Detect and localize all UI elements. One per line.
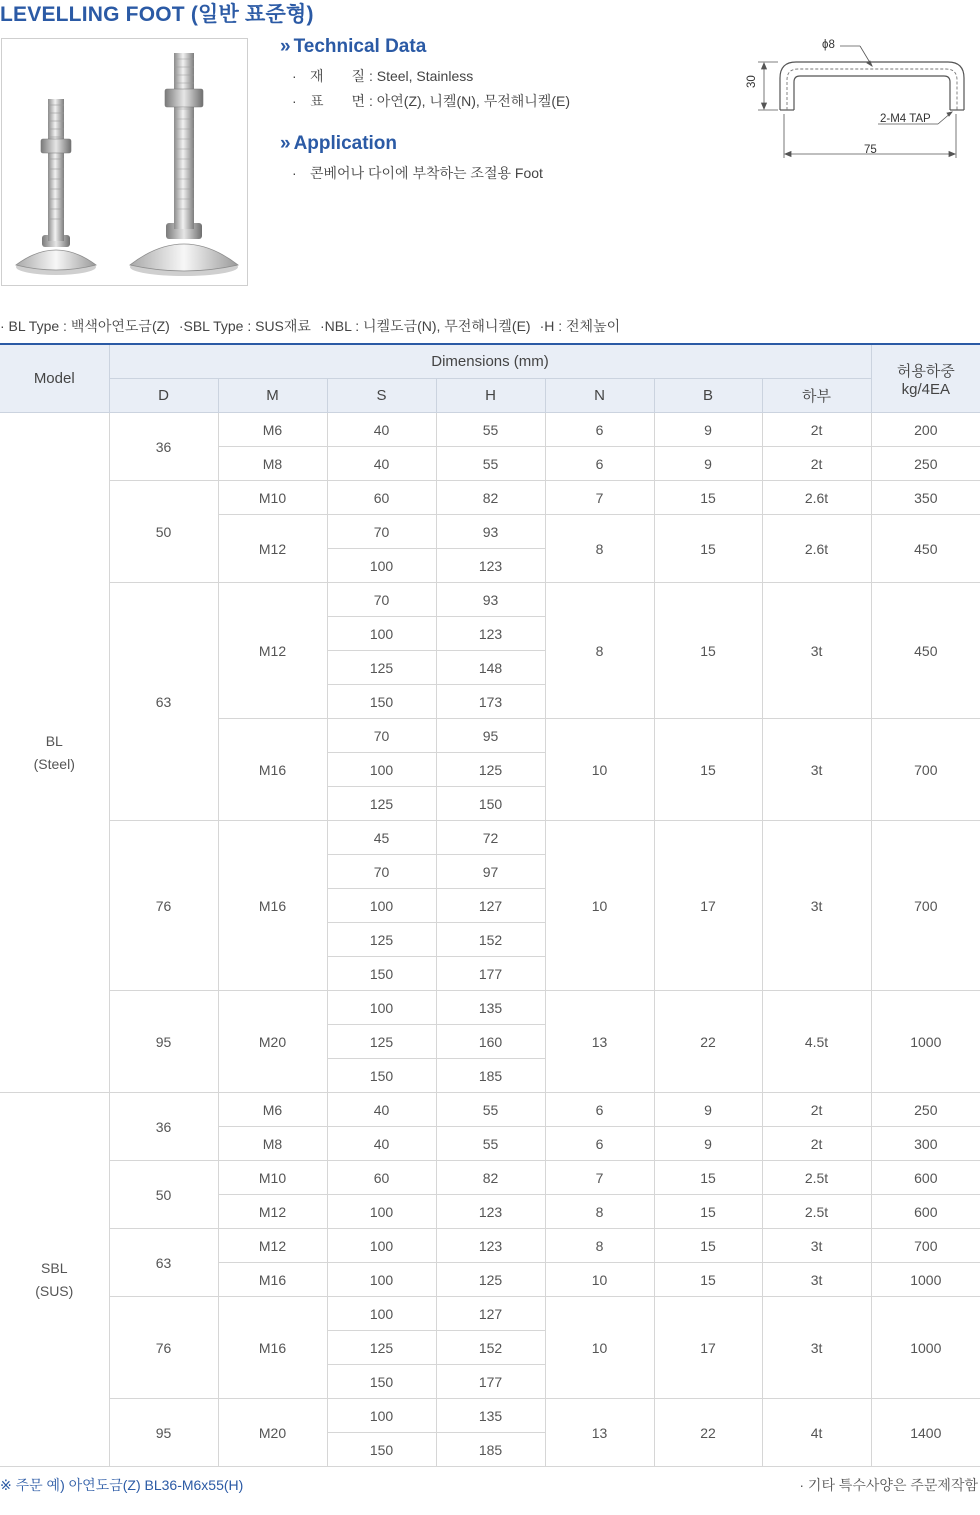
h-cell: 72 [436, 821, 545, 855]
dimension-drawing [740, 32, 972, 164]
b-cell: 22 [654, 1399, 762, 1467]
s-cell: 125 [327, 1331, 436, 1365]
bullet: · [292, 68, 297, 84]
n-cell: 7 [545, 481, 654, 515]
s-cell: 100 [327, 1229, 436, 1263]
b-cell: 17 [654, 1297, 762, 1399]
h-cell: 152 [436, 923, 545, 957]
b-cell: 22 [654, 991, 762, 1093]
base-cell: 2t [762, 1127, 871, 1161]
s-cell: 60 [327, 481, 436, 515]
base-cell: 4.5t [762, 991, 871, 1093]
h-cell: 55 [436, 413, 545, 447]
n-cell: 6 [545, 1093, 654, 1127]
d-cell: 95 [109, 1399, 218, 1467]
col-n-header: N [545, 379, 654, 413]
s-cell: 100 [327, 991, 436, 1025]
m-cell: M20 [218, 1399, 327, 1467]
h-cell: 127 [436, 889, 545, 923]
application-heading: » Application [280, 133, 398, 154]
surface-key: 표 면 [310, 93, 366, 109]
s-cell: 150 [327, 1365, 436, 1399]
dimensions-header: Dimensions (mm) [109, 344, 871, 379]
s-cell: 70 [327, 583, 436, 617]
n-cell: 8 [545, 515, 654, 583]
table-row [0, 1229, 980, 1263]
m-cell: M16 [218, 719, 327, 821]
h-cell: 148 [436, 651, 545, 685]
model-name: SBL [41, 1259, 68, 1276]
d-cell: 36 [109, 1093, 218, 1161]
s-cell: 125 [327, 1025, 436, 1059]
n-cell: 13 [545, 991, 654, 1093]
col-b-header: B [654, 379, 762, 413]
m-cell: M16 [218, 1263, 327, 1297]
table-row [0, 991, 980, 1025]
s-cell: 40 [327, 413, 436, 447]
spec-table [0, 343, 980, 1467]
load-cell: 250 [871, 447, 980, 481]
m-cell: M8 [218, 447, 327, 481]
base-cell: 2.6t [762, 481, 871, 515]
s-cell: 100 [327, 1297, 436, 1331]
s-cell: 100 [327, 549, 436, 583]
m-cell: M20 [218, 991, 327, 1093]
application-text: 콘베어나 다이에 부착하는 조절용 Foot [310, 165, 543, 181]
model-header: Model [0, 344, 109, 413]
b-cell: 9 [654, 1127, 762, 1161]
b-cell: 15 [654, 583, 762, 719]
d-cell: 50 [109, 1161, 218, 1229]
bullet: · [292, 165, 297, 181]
m-cell: M12 [218, 583, 327, 719]
base-cell: 3t [762, 1229, 871, 1263]
s-cell: 40 [327, 447, 436, 481]
s-cell: 40 [327, 1127, 436, 1161]
model-name: BL [45, 732, 63, 749]
h-cell: 123 [436, 549, 545, 583]
h-cell: 150 [436, 787, 545, 821]
h-cell: 123 [436, 1195, 545, 1229]
s-cell: 100 [327, 1195, 436, 1229]
table-row [0, 413, 980, 447]
h-cell: 55 [436, 1127, 545, 1161]
diameter-label: ϕ8 [822, 39, 835, 51]
base-cell: 2.5t [762, 1161, 871, 1195]
col-s-header: S [327, 379, 436, 413]
d-cell: 63 [109, 583, 218, 821]
d-cell: 76 [109, 821, 218, 991]
b-cell: 17 [654, 821, 762, 991]
sub-header-row [0, 379, 980, 413]
d-cell: 76 [109, 1297, 218, 1399]
legend-bl: · BL Type : 백색아연도금(Z) [0, 318, 170, 334]
legend-h: ·H : 전체높이 [539, 318, 621, 334]
technical-data-heading-text: Technical Data [293, 36, 427, 57]
s-cell: 100 [327, 617, 436, 651]
table-row [0, 1297, 980, 1331]
model-cell [0, 413, 109, 1093]
load-cell: 350 [871, 481, 980, 515]
s-cell: 150 [327, 1433, 436, 1467]
base-cell: 4t [762, 1399, 871, 1467]
load-cell: 1000 [871, 1263, 980, 1297]
b-cell: 15 [654, 515, 762, 583]
b-cell: 15 [654, 1263, 762, 1297]
col-d-header: D [109, 379, 218, 413]
m-cell: M10 [218, 481, 327, 515]
load-cell: 1400 [871, 1399, 980, 1467]
m-cell: M12 [218, 1229, 327, 1263]
h-cell: 93 [436, 515, 545, 549]
load-cell: 700 [871, 821, 980, 991]
model-material: (SUS) [35, 1282, 74, 1299]
load-header: 허용하중 kg/4EA [871, 344, 980, 413]
h-cell: 177 [436, 1365, 545, 1399]
d-cell: 36 [109, 413, 218, 481]
load-cell: 300 [871, 1127, 980, 1161]
b-cell: 15 [654, 719, 762, 821]
h-cell: 127 [436, 1297, 545, 1331]
col-m-header: M [218, 379, 327, 413]
h-cell: 93 [436, 583, 545, 617]
s-cell: 100 [327, 889, 436, 923]
s-cell: 125 [327, 651, 436, 685]
h-cell: 185 [436, 1059, 545, 1093]
m-cell: M12 [218, 1195, 327, 1229]
table-row [0, 481, 980, 515]
s-cell: 60 [327, 1161, 436, 1195]
load-cell: 600 [871, 1195, 980, 1229]
load-cell: 250 [871, 1093, 980, 1127]
m-cell: M10 [218, 1161, 327, 1195]
h-cell: 135 [436, 1399, 545, 1433]
table-row [0, 1161, 980, 1195]
m-cell: M6 [218, 413, 327, 447]
type-legend [0, 316, 629, 336]
h-cell: 173 [436, 685, 545, 719]
n-cell: 6 [545, 447, 654, 481]
base-cell: 3t [762, 1297, 871, 1399]
s-cell: 70 [327, 855, 436, 889]
table-row [0, 1093, 980, 1127]
col-h-header: H [436, 379, 545, 413]
s-cell: 45 [327, 821, 436, 855]
b-cell: 9 [654, 447, 762, 481]
b-cell: 15 [654, 1229, 762, 1263]
spec-table-body [0, 413, 980, 1467]
m-cell: M16 [218, 821, 327, 991]
h-cell: 55 [436, 1093, 545, 1127]
s-cell: 150 [327, 685, 436, 719]
load-cell: 450 [871, 515, 980, 583]
s-cell: 150 [327, 957, 436, 991]
h-cell: 97 [436, 855, 545, 889]
bullet: · [292, 93, 297, 109]
b-cell: 15 [654, 1161, 762, 1195]
h-cell: 123 [436, 617, 545, 651]
s-cell: 70 [327, 515, 436, 549]
h-cell: 55 [436, 447, 545, 481]
h-cell: 177 [436, 957, 545, 991]
levelling-foot-image [2, 39, 247, 285]
h-cell: 95 [436, 719, 545, 753]
width-label: 75 [864, 144, 877, 156]
height-label: 30 [746, 75, 758, 88]
surface-line [292, 91, 570, 111]
n-cell: 10 [545, 1263, 654, 1297]
header-row [0, 344, 980, 379]
model-cell [0, 1093, 109, 1467]
custom-order-note: · 기타 특수사양은 주문제작함 [799, 1477, 978, 1493]
n-cell: 8 [545, 583, 654, 719]
s-cell: 125 [327, 787, 436, 821]
s-cell: 100 [327, 753, 436, 787]
material-value: : Steel, Stainless [365, 68, 474, 84]
base-cell: 3t [762, 1263, 871, 1297]
n-cell: 8 [545, 1195, 654, 1229]
n-cell: 6 [545, 1127, 654, 1161]
n-cell: 10 [545, 719, 654, 821]
s-cell: 100 [327, 1263, 436, 1297]
n-cell: 13 [545, 1399, 654, 1467]
n-cell: 8 [545, 1229, 654, 1263]
h-cell: 123 [436, 1229, 545, 1263]
load-cell: 700 [871, 1229, 980, 1263]
n-cell: 10 [545, 1297, 654, 1399]
h-cell: 125 [436, 753, 545, 787]
b-cell: 15 [654, 1195, 762, 1229]
technical-data-heading: » Technical Data [280, 36, 427, 57]
load-cell: 450 [871, 583, 980, 719]
load-cell: 600 [871, 1161, 980, 1195]
page-title: LEVELLING FOOT (일반 표준형) [0, 3, 314, 26]
model-material: (Steel) [33, 755, 75, 772]
s-cell: 40 [327, 1093, 436, 1127]
base-cell: 3t [762, 719, 871, 821]
h-cell: 135 [436, 991, 545, 1025]
m-cell: M6 [218, 1093, 327, 1127]
order-example-note: ※ 주문 예) 아연도금(Z) BL36-M6x55(H) [0, 1477, 244, 1493]
load-cell: 200 [871, 413, 980, 447]
m-cell: M12 [218, 515, 327, 583]
n-cell: 6 [545, 413, 654, 447]
surface-value: : 아연(Z), 니켈(N), 무전해니켈(E) [365, 93, 570, 109]
n-cell: 10 [545, 821, 654, 991]
base-cell: 3t [762, 821, 871, 991]
table-row [0, 821, 980, 855]
h-cell: 160 [436, 1025, 545, 1059]
application-heading-text: Application [293, 133, 398, 154]
table-row [0, 1399, 980, 1433]
h-cell: 152 [436, 1331, 545, 1365]
material-key: 재 질 [310, 68, 366, 84]
legend-sbl: ·SBL Type : SUS재료 [178, 318, 311, 334]
base-cell: 3t [762, 583, 871, 719]
load-cell: 1000 [871, 1297, 980, 1399]
legend-nbl: ·NBL : 니켈도금(N), 무전해니켈(E) [319, 318, 531, 334]
load-cell: 700 [871, 719, 980, 821]
col-base-header: 하부 [762, 379, 871, 413]
base-cell: 2t [762, 447, 871, 481]
m-cell: M16 [218, 1297, 327, 1399]
h-cell: 125 [436, 1263, 545, 1297]
n-cell: 7 [545, 1161, 654, 1195]
m-cell: M8 [218, 1127, 327, 1161]
d-cell: 50 [109, 481, 218, 583]
d-cell: 95 [109, 991, 218, 1093]
h-cell: 82 [436, 481, 545, 515]
application-line [292, 163, 543, 183]
s-cell: 150 [327, 1059, 436, 1093]
base-cell: 2.5t [762, 1195, 871, 1229]
base-cell: 2t [762, 1093, 871, 1127]
h-cell: 82 [436, 1161, 545, 1195]
h-cell: 185 [436, 1433, 545, 1467]
base-cell: 2.6t [762, 515, 871, 583]
product-photo [1, 38, 248, 286]
s-cell: 125 [327, 923, 436, 957]
d-cell: 63 [109, 1229, 218, 1297]
b-cell: 15 [654, 481, 762, 515]
tap-label: 2-M4 TAP [880, 113, 931, 125]
base-cell: 2t [762, 413, 871, 447]
load-cell: 1000 [871, 991, 980, 1093]
s-cell: 100 [327, 1399, 436, 1433]
table-row [0, 583, 980, 617]
b-cell: 9 [654, 413, 762, 447]
s-cell: 70 [327, 719, 436, 753]
b-cell: 9 [654, 1093, 762, 1127]
material-line [292, 66, 473, 86]
